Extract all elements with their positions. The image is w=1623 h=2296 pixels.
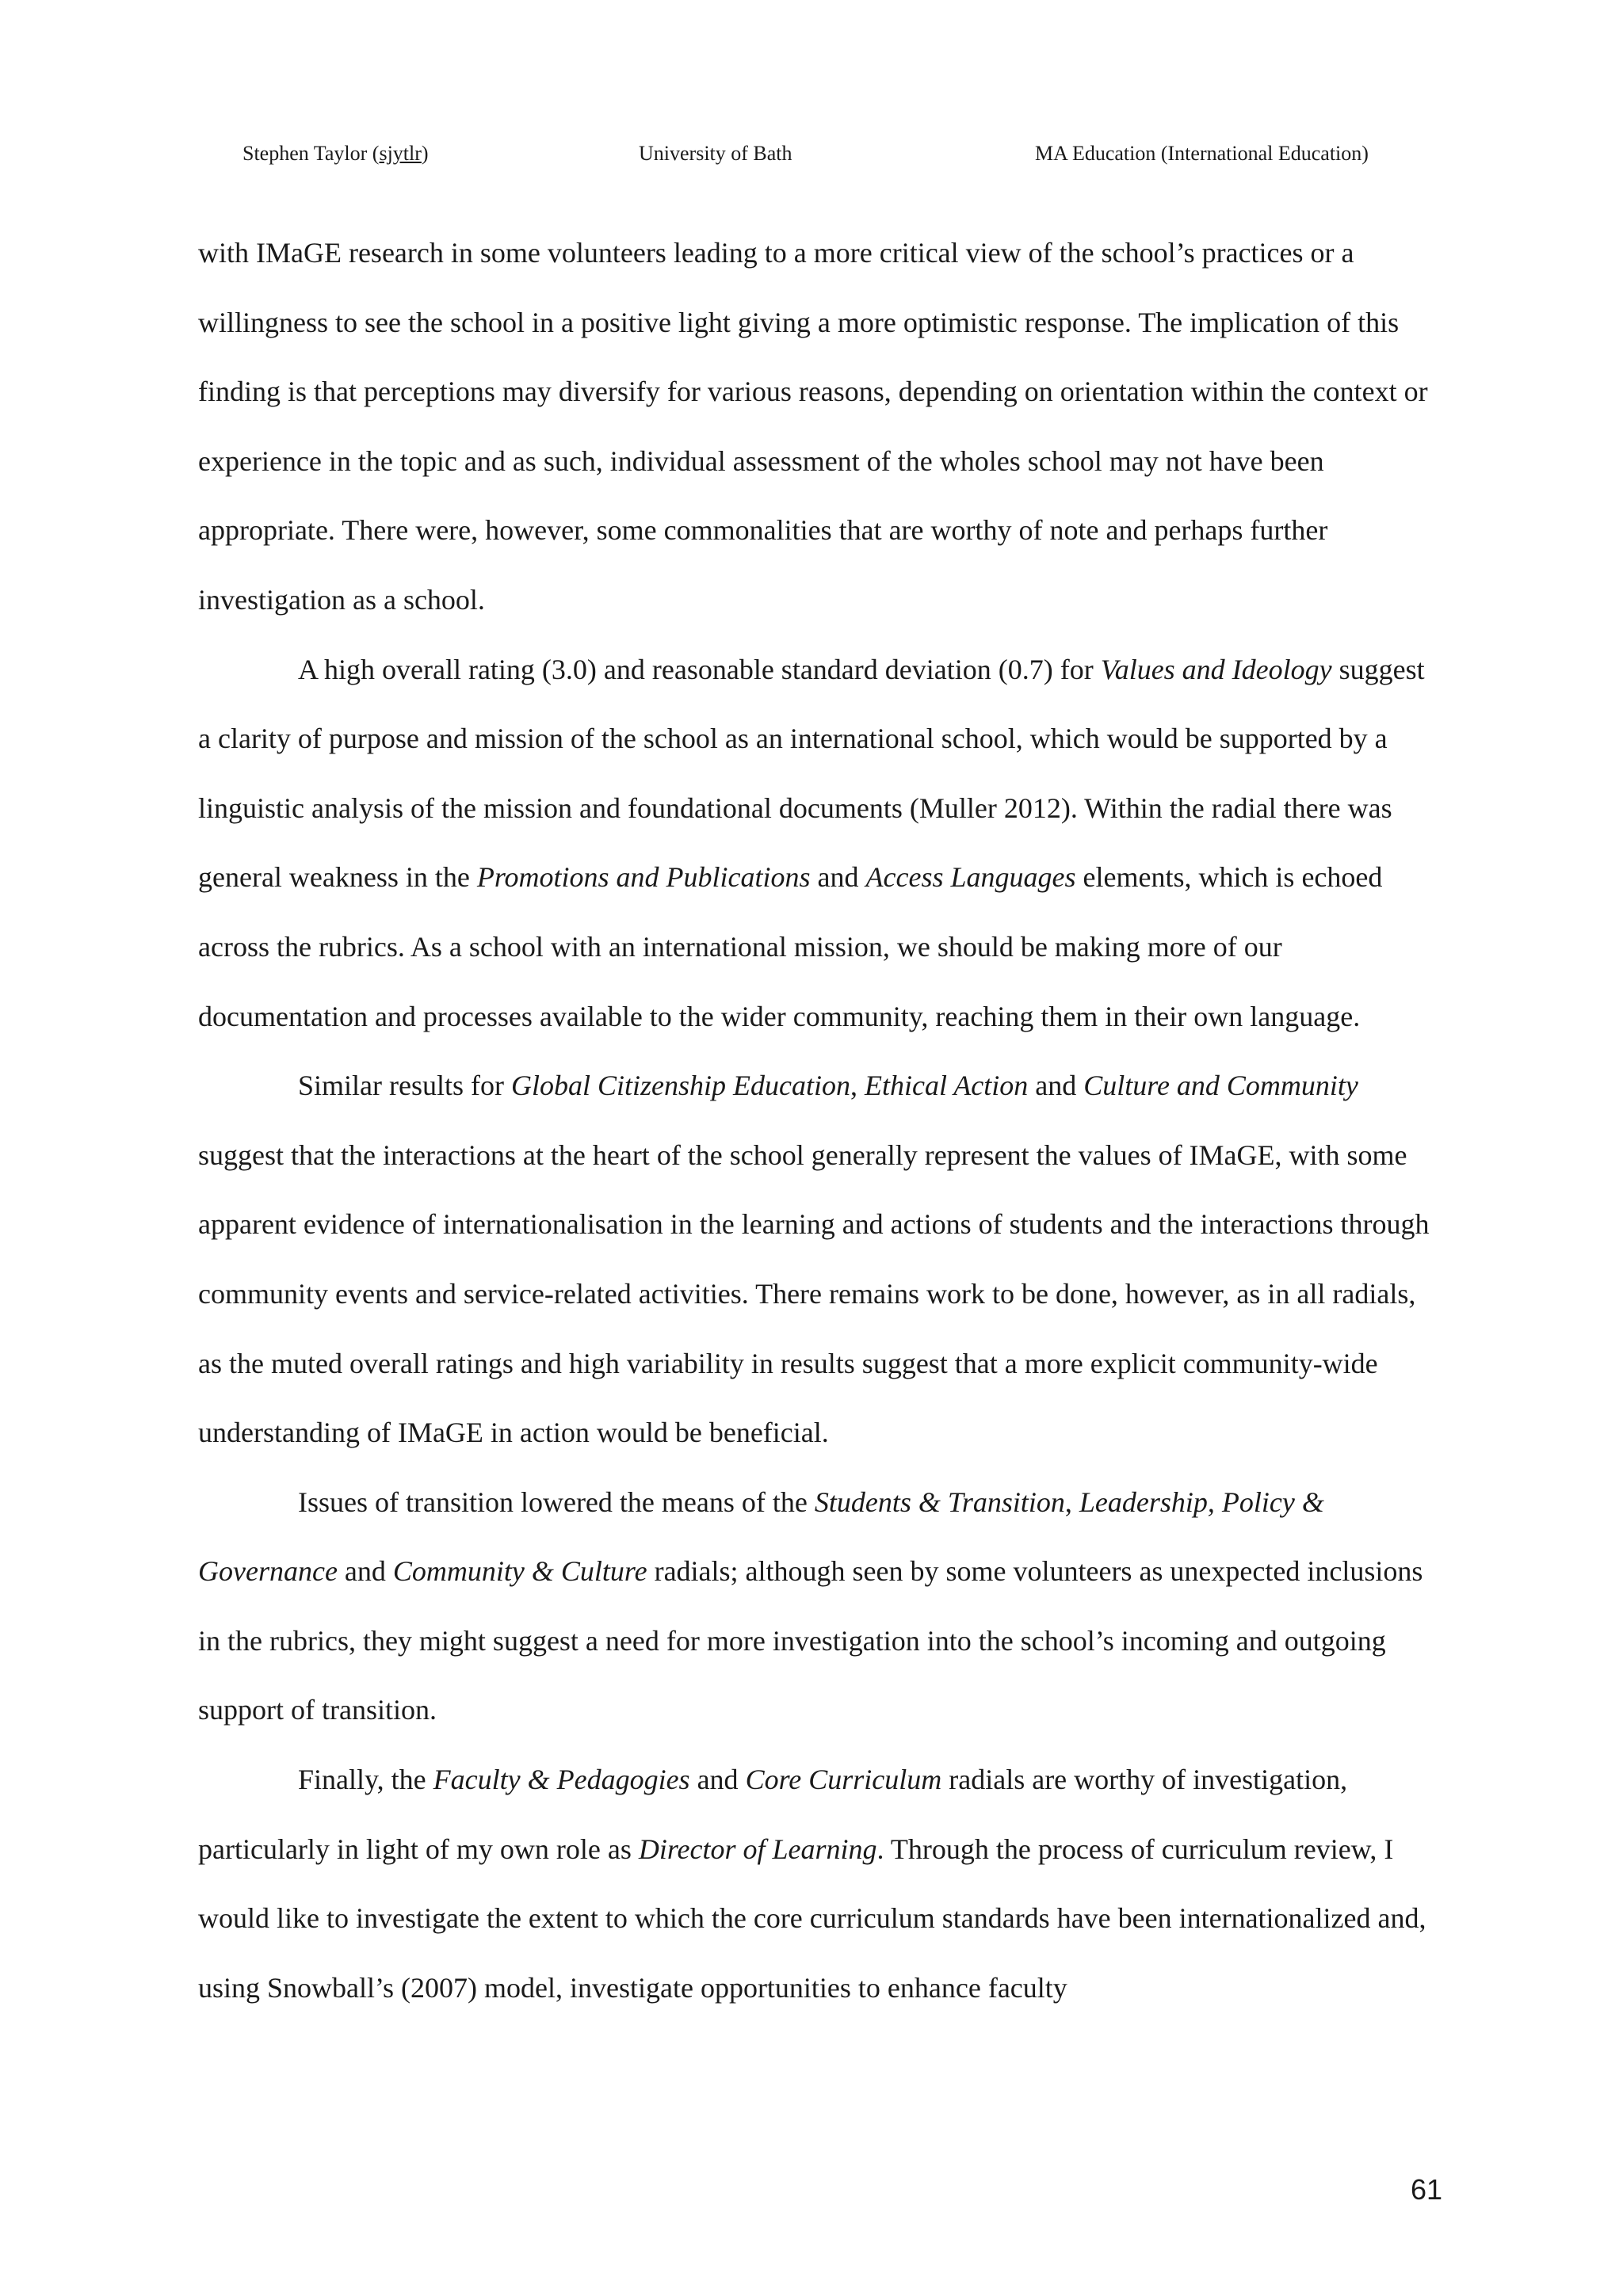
header-author-name: Stephen Taylor (	[242, 142, 380, 165]
text-run: and	[1028, 1070, 1084, 1102]
italic-term: Ethical Action	[864, 1070, 1029, 1102]
header-author-id: sjytlr	[379, 142, 422, 165]
text-run: . Through the process of curriculum review, I would like to investigate the extent to which the core curriculum standards have been internationalized and, using Snowball’s (2007) model, investigate opportunities to enhance faculty	[198, 1833, 1426, 2004]
text-run: Finally, the	[298, 1764, 433, 1796]
text-run: and	[810, 861, 866, 894]
italic-term: Community & Culture	[392, 1555, 647, 1588]
italic-term: Core Curriculum	[745, 1764, 942, 1796]
italic-term: Culture and Community	[1083, 1070, 1358, 1102]
text-run: suggest a clarity of purpose and mission of the school as an international school, which would be supported by a linguistic analysis of the mission and foundational documents (Muller 2012). Within the radial there was general weakness in the	[198, 653, 1425, 894]
text-run: Similar results for	[298, 1070, 511, 1102]
text-run: Issues of transition lowered the means of the	[298, 1486, 815, 1518]
italic-term: Global Citizenship Education	[510, 1070, 850, 1102]
header-author	[242, 138, 429, 170]
body-paragraph	[198, 1468, 1442, 1745]
italic-term: Students & Transition	[814, 1486, 1065, 1518]
text-run: elements, which is echoed across the rubrics. As a school with an international mission, we should be making more of our documentation and processes available to the wider community, reaching them in their own language.	[198, 861, 1383, 1032]
text-run: suggest that the interactions at the heart of the school generally represent the values of IMaGE, with some apparent evidence of internationalisation in the learning and actions of students and the interactions through community events and service-related activities. There remains work to be done, however, as in all radials, as the muted overall ratings and high variability in results suggest that a more explicit community-wide understanding of IMaGE in action would be beneficial.	[198, 1138, 1430, 1449]
body-paragraph	[198, 219, 1442, 635]
text-run: radials are worthy of investigation, particularly in light of my own role as	[198, 1764, 1348, 1865]
italic-term: Director of Learning	[638, 1833, 877, 1865]
text-run: ,	[850, 1070, 865, 1102]
italic-term: Faculty & Pedagogies	[433, 1764, 690, 1796]
document-body	[198, 219, 1442, 2023]
header-program: MA Education (International Education)	[1035, 142, 1369, 165]
text-run: with IMaGE research in some volunteers leading to a more critical view of the school’s practices or a willingness to see the school in a positive light giving a more optimistic response. The implication of this finding is that perceptions may diversify for various reasons, depending on orientation within the context or experience in the topic and as such, individual assessment of the wholes school may not have been appropriate. There were, however, some commonalities that are worthy of note and perhaps further investigation as a school.	[198, 237, 1428, 616]
text-run: radials; although seen by some volunteers as unexpected inclusions in the rubrics, they might suggest a need for more investigation into the school’s incoming and outgoing support of transition.	[198, 1555, 1423, 1726]
italic-term: Access Languages	[865, 861, 1076, 894]
italic-term: Values and Ideology	[1100, 653, 1332, 685]
header-author-close: )	[421, 142, 429, 165]
italic-term: Promotions and Publications	[476, 861, 811, 894]
page-number: 61	[1410, 2173, 1442, 2206]
body-paragraph	[198, 1051, 1442, 1468]
body-paragraph	[198, 1745, 1442, 2023]
text-run: and	[337, 1555, 393, 1588]
text-run: A high overall rating (3.0) and reasonable standard deviation (0.7) for	[298, 653, 1101, 685]
body-paragraph	[198, 635, 1442, 1052]
text-run: ,	[1064, 1486, 1079, 1518]
italic-term: Leadership, Policy & Governance	[198, 1486, 1324, 1588]
running-header	[0, 138, 1623, 170]
header-university: University of Bath	[639, 142, 792, 165]
text-run: and	[689, 1764, 746, 1796]
